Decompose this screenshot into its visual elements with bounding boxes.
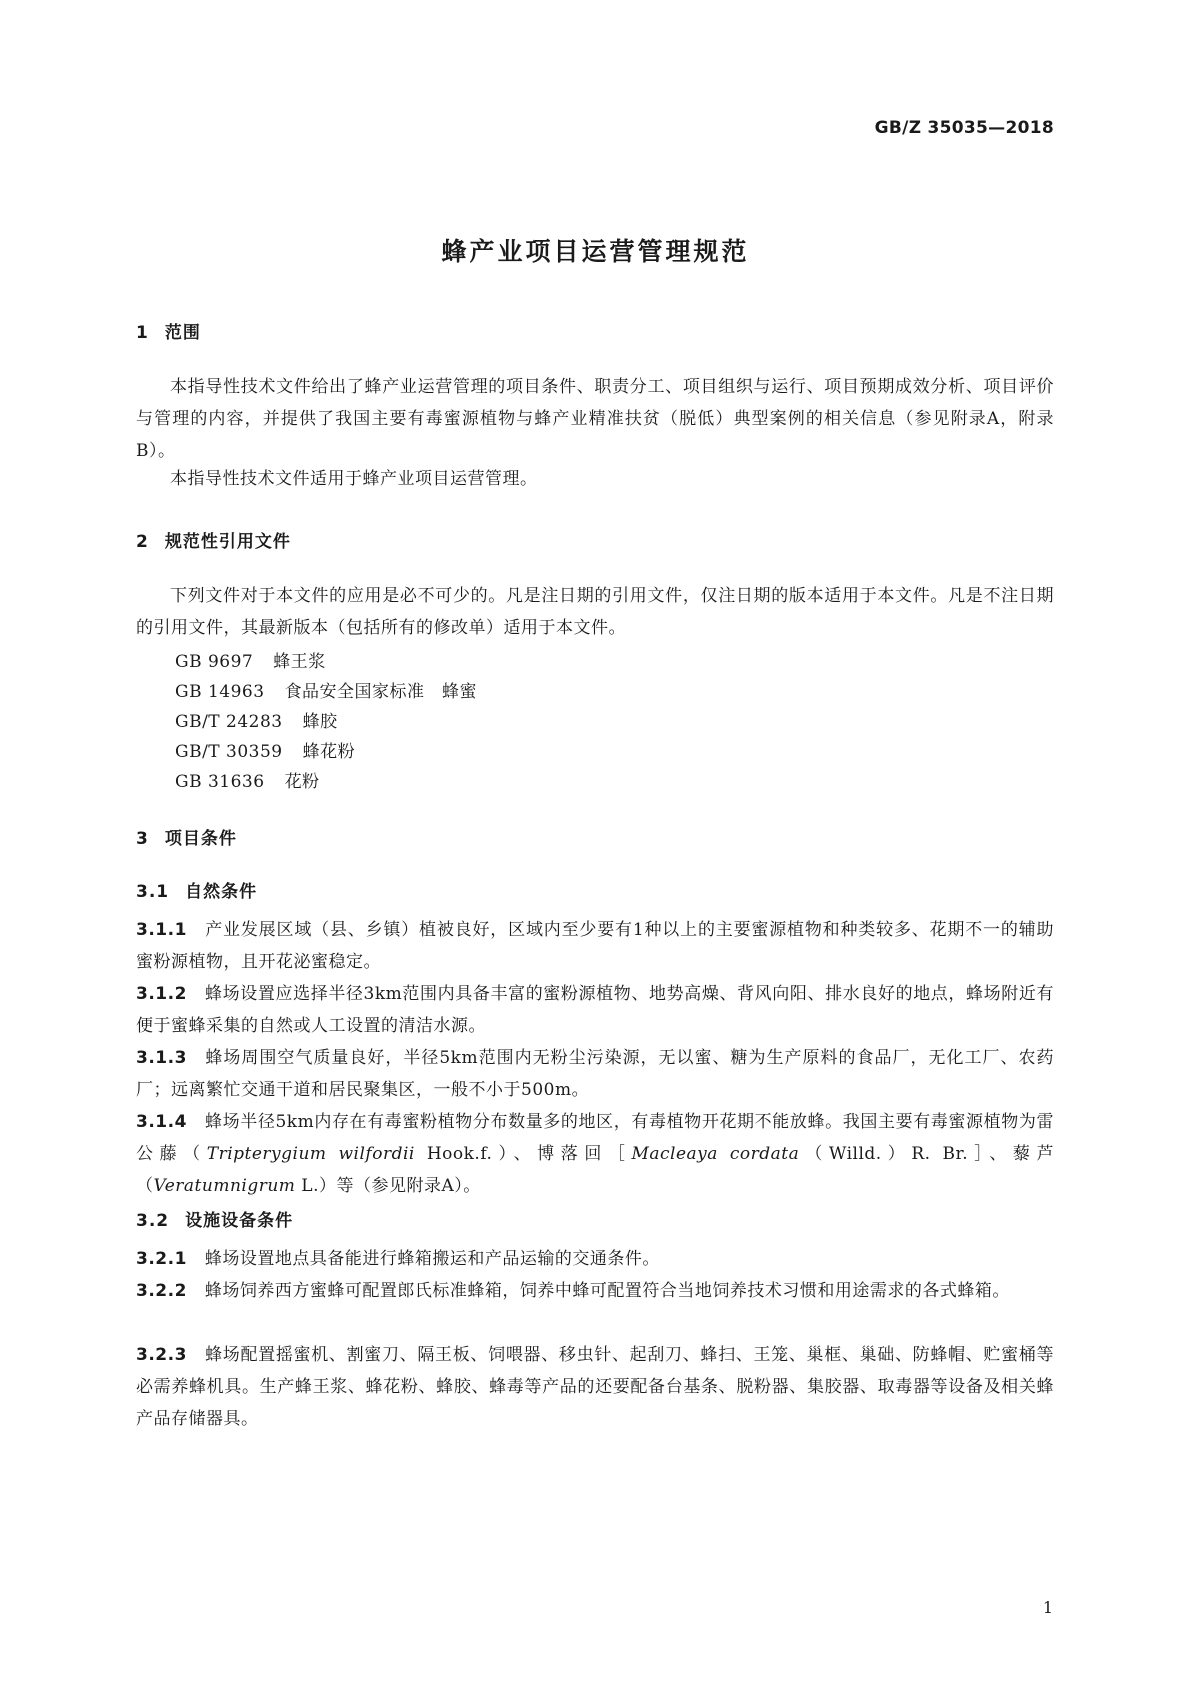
section-number: 3 <box>136 829 149 849</box>
reference-code: GB 31636 <box>175 772 265 792</box>
reference-item <box>175 737 355 762</box>
section-1-paragraph-2: 本指导性技术文件适用于蜂产业项目运营管理。 <box>170 469 538 489</box>
clause-number: 3.1.4 <box>136 1112 187 1132</box>
clause-text: 蜂场设置地点具备能进行蜂箱搬运和产品运输的交通条件。 <box>204 1249 660 1269</box>
section-title: 设施设备条件 <box>185 1211 294 1231</box>
document-title: 蜂产业项目运营管理规范 <box>441 237 750 266</box>
reference-name: 蜂胶 <box>302 712 338 732</box>
section-3-2-heading <box>136 1206 293 1231</box>
clause-text: L.）等（参见附录A）。 <box>295 1176 481 1196</box>
clause-number: 3.1.3 <box>136 1048 187 1068</box>
section-title: 规范性引用文件 <box>164 532 291 552</box>
section-number: 1 <box>136 323 149 343</box>
species-name: Macleaya cordata <box>631 1144 800 1164</box>
reference-code: GB/T 24283 <box>175 712 283 732</box>
clause-3-2-2 <box>136 1275 1054 1307</box>
reference-name: 花粉 <box>284 772 320 792</box>
clause-text: 蜂场周围空气质量良好，半径5km范围内无粉尘污染源，无以蜜、糖为生产原料的食品厂，无化工厂、农药厂；远离繁忙交通干道和居民聚集区，一般不小于500m。 <box>136 1048 1054 1100</box>
section-2-paragraph-1: 下列文件对于本文件的应用是必不可少的。凡是注日期的引用文件，仅注日期的版本适用于本文件。凡是不注日期的引用文件，其最新版本（包括所有的修改单）适用于本文件。 <box>136 586 1054 638</box>
clause-3-2-3 <box>136 1339 1054 1435</box>
reference-item <box>175 677 477 702</box>
reference-item <box>175 707 338 732</box>
page-number: 1 <box>1042 1598 1053 1617</box>
reference-name: 蜂花粉 <box>302 742 356 762</box>
section-1-paragraph-1: 本指导性技术文件给出了蜂产业运营管理的项目条件、职责分工、项目组织与运行、项目预期成效分析、项目评价与管理的内容，并提供了我国主要有毒蜜源植物与蜂产业精准扶贫（脱低）典型案例的相关信息（参见附录A，附录B）。 <box>136 377 1054 461</box>
clause-number: 3.2.3 <box>136 1345 187 1365</box>
reference-item <box>175 647 326 672</box>
clause-3-1-1 <box>136 914 1054 978</box>
standard-code: GB/Z 35035—2018 <box>874 118 1054 138</box>
reference-item <box>175 767 320 792</box>
reference-code: GB/T 30359 <box>175 742 283 762</box>
section-3-heading <box>136 824 237 849</box>
clause-text: Hook.f.）、博落回［ <box>414 1144 632 1164</box>
section-2-heading <box>136 527 291 552</box>
species-name: Tripterygium wilfordii <box>206 1144 415 1164</box>
section-title: 范围 <box>164 323 201 343</box>
clause-number: 3.1.1 <box>136 920 187 940</box>
clause-text: 蜂场设置应选择半径3km范围内具备丰富的蜜粉源植物、地势高燥、背风向阳、排水良好的地点，蜂场附近有便于蜜蜂采集的自然或人工设置的清洁水源。 <box>136 984 1054 1036</box>
reference-name: 食品安全国家标准 蜂蜜 <box>284 682 478 702</box>
reference-code: GB 14963 <box>175 682 265 702</box>
clause-text: 蜂场饲养西方蜜蜂可配置郎氏标准蜂箱，饲养中蜂可配置符合当地饲养技术习惯和用途需求的各式蜂箱。 <box>204 1281 1010 1301</box>
section-1-heading <box>136 318 201 343</box>
section-title: 项目条件 <box>164 829 237 849</box>
section-number: 3.2 <box>136 1211 170 1231</box>
clause-text: 蜂场半径5km内存在有毒蜜粉植物分布数量多的地区，有毒植物开花期不能放蜂。我国主要有毒蜜源植物为雷公藤（ <box>136 1112 1054 1164</box>
section-number: 2 <box>136 532 149 552</box>
reference-name: 蜂王浆 <box>273 652 326 672</box>
clause-number: 3.2.1 <box>136 1249 187 1269</box>
clause-text: （Willd.）R. Br.］、藜芦（ <box>136 1144 1054 1196</box>
section-number: 3.1 <box>136 882 170 902</box>
clause-3-1-4 <box>136 1106 1054 1202</box>
clause-3-1-2 <box>136 978 1054 1042</box>
reference-code: GB 9697 <box>175 652 254 672</box>
section-title: 自然条件 <box>185 882 258 902</box>
clause-number: 3.2.2 <box>136 1281 187 1301</box>
clause-number: 3.1.2 <box>136 984 187 1004</box>
section-3-1-heading <box>136 877 257 902</box>
clause-text: 蜂场配置摇蜜机、割蜜刀、隔王板、饲喂器、移虫针、起刮刀、蜂扫、王笼、巢框、巢础、防蜂帽、贮蜜桶等必需养蜂机具。生产蜂王浆、蜂花粉、蜂胶、蜂毒等产品的还要配备台基条、脱粉器、集胶器、取毒器等设备及相关蜂产品存储器具。 <box>136 1345 1054 1429</box>
species-name: Veratumnigrum <box>153 1176 296 1196</box>
clause-3-2-1 <box>136 1243 1054 1275</box>
clause-text: 产业发展区域（县、乡镇）植被良好，区域内至少要有1种以上的主要蜜源植物和种类较多、花期不一的辅助蜜粉源植物，且开花泌蜜稳定。 <box>136 920 1054 972</box>
clause-3-1-3 <box>136 1042 1054 1106</box>
